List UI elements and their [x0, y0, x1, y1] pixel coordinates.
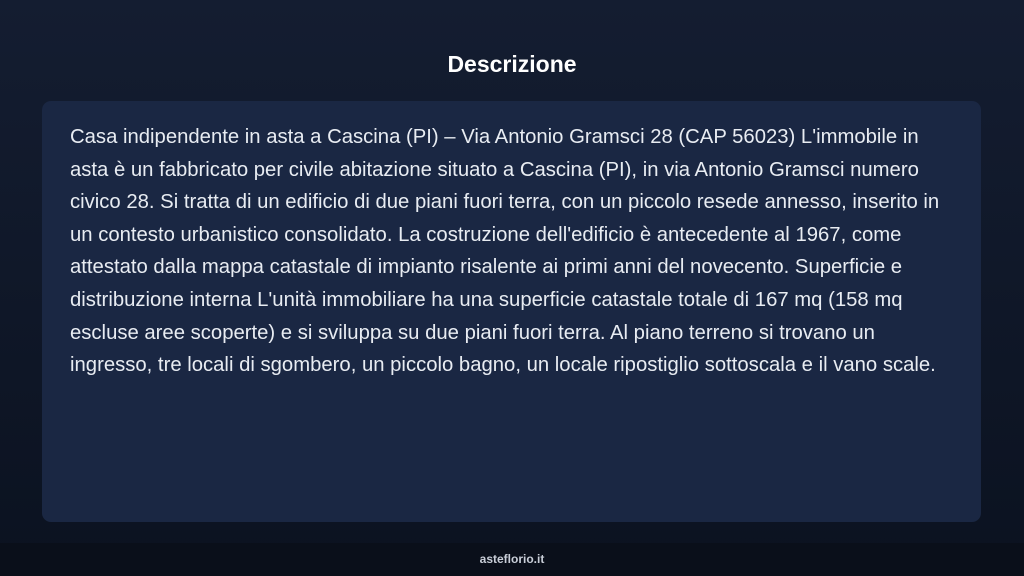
- page-title: Descrizione: [447, 51, 577, 77]
- footer-bar: [0, 543, 1024, 576]
- description-text: Casa indipendente in asta a Cascina (PI) – Via Antonio Gramsci 28 (CAP 56023) L'immobile in asta è un fabbricato per civile abitazione situato a Cascina (PI), in via Antonio Gramsci numero civico 28. Si tratta di un edificio di due piani fuori terra, con un piccolo resede annesso, inserito in un contesto urbanistico consolidato. La costruzione dell'edificio è antecedente al 1967, come attestato dalla mappa catastale di impianto risalente ai primi anni del novecento. Superficie e distribuzione interna L'unità immobiliare ha una superficie catastale totale di 167 mq (158 mq escluse aree scoperte) e si sviluppa su due piani fuori terra. Al piano terreno si trovano un ingresso, tre locali di sgombero, un piccolo bagno, un locale ripostiglio sottoscala e il vano scale.: [70, 126, 940, 377]
- footer-site-link[interactable]: asteflorio.it: [479, 552, 545, 566]
- description-card: [42, 101, 981, 522]
